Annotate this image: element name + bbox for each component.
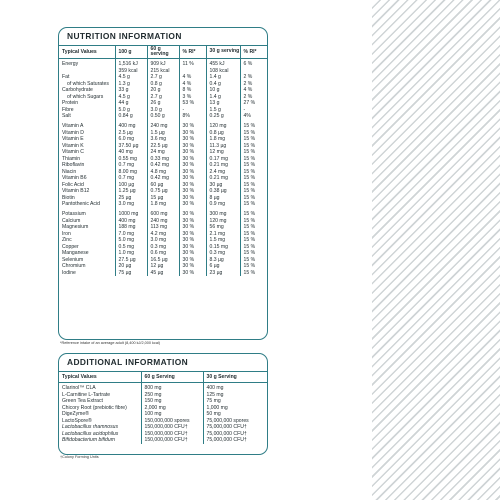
- nutrient-value: 11.3 µg: [206, 143, 240, 150]
- nutrient-value: 6 µg: [206, 263, 240, 270]
- nutrient-value: 15 %: [240, 237, 267, 244]
- nutrient-value: 8.3 µg: [206, 257, 240, 264]
- nutrient-value: 30 %: [179, 218, 206, 225]
- nutrient-value: 75,000,000 CFU†: [203, 437, 267, 444]
- nutrient-value: 0.50 g: [147, 113, 179, 120]
- nutrient-value: 30 %: [179, 211, 206, 218]
- nutrient-value: 30 %: [179, 263, 206, 270]
- nutrient-value: 12 mg: [206, 149, 240, 156]
- nutrient-value: 30 %: [179, 250, 206, 257]
- nutrient-name: Salt: [62, 113, 71, 119]
- nutrient-value: 24 mg: [147, 149, 179, 156]
- nutrient-name: of which Saturates: [67, 80, 109, 87]
- nutrient-value: 75 mg: [203, 398, 267, 405]
- nutrient-name: Green Tea Extract: [62, 398, 103, 404]
- additional-header-row: [59, 372, 267, 383]
- nutrient-value: 30 %: [179, 136, 206, 143]
- nutrient-value: 0.75 µg: [147, 188, 179, 195]
- nutrient-value: 16.5 µg: [147, 257, 179, 264]
- nutrient-value: 30 µg: [206, 182, 240, 189]
- nutrient-value: 1.4 g: [206, 74, 240, 81]
- nutrient-value: 1.4 g: [206, 94, 240, 101]
- nutrient-value: 15 %: [240, 231, 267, 238]
- nutrient-value: 6 %: [240, 61, 267, 74]
- nutrient-value: -: [179, 107, 206, 114]
- nutrient-value: 30 %: [179, 270, 206, 277]
- nutrient-value: 15 %: [240, 169, 267, 176]
- nutrient-value: 15 %: [240, 244, 267, 251]
- nutrient-name: LactoSpore®: [62, 417, 92, 424]
- nutrient-value: 3.0 mg: [115, 201, 147, 208]
- nutrient-value: 30 %: [179, 143, 206, 150]
- nutrient-value: 50 mg: [203, 411, 267, 418]
- nutrient-value: 0.3 mg: [206, 250, 240, 257]
- nutrition-table: [59, 46, 267, 276]
- header-ri-60g: % RI*: [179, 46, 206, 59]
- additional-information-panel: [58, 353, 268, 455]
- nutrient-value: 30 %: [179, 123, 206, 130]
- header-60g: 60 g serving: [147, 46, 179, 59]
- nutrient-value: 1.8 mg: [206, 136, 240, 143]
- nutrient-value: 15 %: [240, 143, 267, 150]
- additional-title: ADDITIONAL INFORMATION: [59, 354, 267, 372]
- nutrient-name: Potassium: [62, 211, 86, 217]
- nutrient-name: Riboflavin: [62, 162, 85, 168]
- nutrient-value: 0.5 mg: [115, 244, 147, 251]
- nutrient-name: Fibre: [62, 106, 74, 113]
- nutrient-name: Protein: [62, 100, 79, 106]
- nutrient-value: 2 %: [240, 74, 267, 81]
- nutrient-value: 20 g: [147, 87, 179, 94]
- nutrient-value: 30 %: [179, 156, 206, 163]
- nutrient-value: 1.8 mg: [147, 201, 179, 208]
- nutrient-value: 0.38 µg: [206, 188, 240, 195]
- nutrient-value: 30 %: [179, 149, 206, 156]
- nutrient-value: 15 %: [240, 175, 267, 182]
- nutrient-name: Pantothenic Acid: [62, 201, 100, 207]
- nutrient-name: Vitamin C: [62, 149, 84, 155]
- nutrient-value: 0.42 mg: [147, 175, 179, 182]
- nutrient-value: 0.42 mg: [147, 162, 179, 169]
- nutrient-value: 56 mg: [206, 224, 240, 231]
- nutrition-title: NUTRITION INFORMATION: [59, 28, 267, 46]
- nutrient-value: 30 %: [179, 224, 206, 231]
- nutrient-value: 0.55 mg: [115, 156, 147, 163]
- nutrition-footnote: *Reference intake of an average adult (8,400 kJ/2,000 kcal): [60, 341, 161, 345]
- nutrient-name: Clarinol™ CLA: [62, 385, 96, 391]
- nutrient-value: 30 %: [179, 130, 206, 137]
- nutrition-header-row: [59, 46, 267, 59]
- nutrient-value: 3.0 mg: [147, 237, 179, 244]
- nutrient-name: Energy: [62, 61, 79, 67]
- header-30g-serving: 30 g Serving: [203, 372, 267, 383]
- nutrition-information-panel: [58, 27, 268, 340]
- nutrient-value: 188 mg: [115, 224, 147, 231]
- nutrient-name: Manganese: [62, 250, 89, 256]
- nutrient-value: 100 mg: [141, 411, 203, 418]
- nutrient-value: 113 mg: [147, 224, 179, 231]
- nutrient-value: 300 mg: [206, 211, 240, 218]
- nutrient-value: 0.84 g: [115, 113, 147, 120]
- nutrient-value: 4%: [240, 113, 267, 120]
- nutrient-value: -: [240, 107, 267, 114]
- nutrient-value: 1.5 g: [206, 107, 240, 114]
- nutrient-value: 15 %: [240, 270, 267, 277]
- header-ri-30g: % RI*: [240, 46, 267, 59]
- nutrient-name: Copper: [62, 243, 79, 250]
- nutrient-value: 1000 mg: [115, 211, 147, 218]
- nutrient-value: 30 %: [179, 237, 206, 244]
- nutrient-value: 33 g: [115, 87, 147, 94]
- nutrient-value: 15 %: [240, 263, 267, 270]
- header-30g: 30 g serving: [206, 46, 240, 59]
- nutrient-value: 15 µg: [147, 195, 179, 202]
- nutrient-value: 15 %: [240, 257, 267, 264]
- nutrient-name: Iodine: [62, 269, 76, 276]
- nutrient-value: 120 mg: [206, 218, 240, 225]
- table-row: [59, 61, 267, 74]
- nutrient-name: Vitamin B12: [62, 188, 90, 194]
- nutrient-name: Vitamin B6: [62, 175, 87, 181]
- nutrient-value: 30 %: [179, 182, 206, 189]
- nutrient-name: Chicory Root (prebiotic fibre): [62, 404, 127, 411]
- nutrient-value: 12 µg: [147, 263, 179, 270]
- nutrient-name: Vitamin E: [62, 136, 84, 142]
- nutrient-value: 250 mg: [141, 392, 203, 399]
- nutrient-value: 27.5 µg: [115, 257, 147, 264]
- nutrient-value: 4.5 g: [115, 94, 147, 101]
- nutrient-value: 1.5 µg: [147, 130, 179, 137]
- nutrient-value: 3.0 g: [147, 107, 179, 114]
- nutrient-name: Magnesium: [62, 224, 89, 230]
- nutrient-name: Vitamin D: [62, 129, 84, 136]
- nutrient-value: 2.1 mg: [206, 231, 240, 238]
- header-typical-values: Typical Values: [59, 372, 141, 383]
- nutrient-value: 2 %: [240, 94, 267, 101]
- nutrient-name: Iron: [62, 230, 71, 237]
- nutrient-value: 30 %: [179, 175, 206, 182]
- nutrient-name: Zinc: [62, 237, 72, 243]
- nutrient-value: 15 %: [240, 130, 267, 137]
- nutrient-value: 455 kJ 108 kcal: [206, 61, 240, 74]
- nutrient-value: 4.5 g: [115, 74, 147, 81]
- nutrient-value: 5.0 g: [115, 107, 147, 114]
- header-100g: 100 g: [115, 46, 147, 59]
- nutrient-value: 44 g: [115, 100, 147, 107]
- nutrient-value: 53 %: [179, 100, 206, 107]
- nutrient-value: 0.17 mg: [206, 156, 240, 163]
- nutrient-value: 8.00 mg: [115, 169, 147, 176]
- nutrient-value: 15 %: [240, 201, 267, 208]
- nutrient-value: 4 %: [179, 74, 206, 81]
- additional-table: [59, 372, 267, 444]
- nutrient-value: 4.8 mg: [147, 169, 179, 176]
- nutrient-value: 40 mg: [115, 149, 147, 156]
- nutrient-value: 8 µg: [206, 195, 240, 202]
- nutrient-value: 909 kJ 215 kcal: [147, 61, 179, 74]
- nutrient-value: 23 µg: [206, 270, 240, 277]
- nutrient-value: 22.5 µg: [147, 143, 179, 150]
- nutrient-value: 150,000,000 spores: [141, 418, 203, 425]
- nutrient-value: 120 mg: [206, 123, 240, 130]
- nutrient-name: Selenium: [62, 256, 84, 263]
- header-typical-values: Typical Values: [59, 46, 115, 59]
- nutrient-value: 0.6 mg: [147, 250, 179, 257]
- nutrient-value: 30 %: [179, 257, 206, 264]
- nutrient-value: 125 mg: [203, 392, 267, 399]
- nutrient-value: 30 %: [179, 169, 206, 176]
- nutrient-name: Folic Acid: [62, 181, 84, 188]
- nutrient-name: Bifidobacterium bifidum: [62, 437, 115, 443]
- nutrient-value: 30 %: [179, 201, 206, 208]
- nutrient-value: 30 %: [179, 244, 206, 251]
- nutrient-value: 25 µg: [115, 195, 147, 202]
- nutrient-value: 0.33 mg: [147, 156, 179, 163]
- nutrient-name: Lactobacillus acidophilus: [62, 430, 119, 437]
- nutrient-value: 1.5 mg: [206, 237, 240, 244]
- nutrient-value: 1.25 µg: [115, 188, 147, 195]
- nutrient-value: 5.0 mg: [115, 237, 147, 244]
- nutrient-name: Fat: [62, 74, 70, 80]
- table-row: [59, 437, 267, 444]
- nutrient-value: 4.2 mg: [147, 231, 179, 238]
- nutrient-value: 75,000,000 spores: [203, 418, 267, 425]
- nutrient-value: 150,000,000 CFU†: [141, 431, 203, 438]
- nutrient-value: 240 mg: [147, 123, 179, 130]
- nutrient-value: 15 %: [240, 182, 267, 189]
- table-row: [59, 270, 267, 277]
- nutrient-value: 0.21 mg: [206, 162, 240, 169]
- nutrient-value: 400 mg: [203, 383, 267, 392]
- nutrient-value: 1.3 g: [115, 81, 147, 88]
- nutrient-value: 1.0 mg: [115, 250, 147, 257]
- nutrient-value: 0.7 mg: [115, 162, 147, 169]
- nutrient-name: Chromium: [62, 263, 86, 269]
- additional-footnote: †Colony Forming Units: [60, 455, 99, 459]
- nutrient-value: 2.7 g: [147, 94, 179, 101]
- nutrient-value: 30 %: [179, 195, 206, 202]
- nutrient-value: 0.8 g: [147, 81, 179, 88]
- nutrient-value: 150 mg: [141, 398, 203, 405]
- nutrient-value: 3 %: [179, 94, 206, 101]
- nutrient-name: DigeZyme®: [62, 411, 89, 417]
- nutrient-value: 15 %: [240, 156, 267, 163]
- nutrient-value: 1,000 mg: [203, 405, 267, 412]
- nutrient-value: 0.9 mg: [206, 201, 240, 208]
- nutrient-value: 60 µg: [147, 182, 179, 189]
- nutrient-name: Lactobacillus rhamnosus: [62, 424, 119, 430]
- nutrient-name: Vitamin A: [62, 123, 84, 129]
- header-60g-serving: 60 g Serving: [141, 372, 203, 383]
- nutrient-value: 10 g: [206, 87, 240, 94]
- nutrient-value: 11 %: [179, 61, 206, 74]
- nutrient-value: 15 %: [240, 162, 267, 169]
- nutrient-value: 15 %: [240, 136, 267, 143]
- nutrient-value: 75,000,000 CFU†: [203, 431, 267, 438]
- nutrient-value: 15 %: [240, 211, 267, 218]
- table-row: [59, 383, 267, 392]
- nutrient-value: 0.15 mg: [206, 244, 240, 251]
- nutrient-value: 30 %: [179, 162, 206, 169]
- nutrient-value: 1,516 kJ 359 kcal: [115, 61, 147, 74]
- nutrient-value: 45 µg: [147, 270, 179, 277]
- nutrient-value: 4 %: [179, 81, 206, 88]
- nutrient-value: 13 g: [206, 100, 240, 107]
- nutrient-value: 15 %: [240, 195, 267, 202]
- nutrient-value: 15 %: [240, 188, 267, 195]
- nutrient-value: 0.3 mg: [147, 244, 179, 251]
- nutrient-value: 150,000,000 CFU†: [141, 437, 203, 444]
- nutrient-value: 2.4 mg: [206, 169, 240, 176]
- nutrient-name: Carbohydrate: [62, 87, 93, 93]
- nutrient-value: 15 %: [240, 224, 267, 231]
- nutrient-name: Niacin: [62, 168, 77, 175]
- nutrient-name: Calcium: [62, 217, 81, 224]
- nutrient-value: 15 %: [240, 149, 267, 156]
- nutrient-name: Vitamin K: [62, 142, 84, 149]
- nutrient-value: 400 mg: [115, 123, 147, 130]
- nutrient-value: 0.25 g: [206, 113, 240, 120]
- nutrient-value: 27 %: [240, 100, 267, 107]
- nutrient-value: 2.5 µg: [115, 130, 147, 137]
- nutrient-value: 800 mg: [141, 383, 203, 392]
- nutrient-value: 150,000,000 CFU†: [141, 424, 203, 431]
- nutrient-value: 75 µg: [115, 270, 147, 277]
- nutrient-value: 15 %: [240, 218, 267, 225]
- nutrient-value: 75,000,000 CFU†: [203, 424, 267, 431]
- nutrient-value: 15 %: [240, 123, 267, 130]
- nutrient-value: 8 %: [179, 87, 206, 94]
- nutrient-value: 6.0 mg: [115, 136, 147, 143]
- nutrient-value: 240 mg: [147, 218, 179, 225]
- nutrient-value: 100 µg: [115, 182, 147, 189]
- nutrient-value: 37.50 µg: [115, 143, 147, 150]
- table-row: [59, 424, 267, 431]
- nutrient-value: 30 %: [179, 188, 206, 195]
- nutrient-value: 0.4 g: [206, 81, 240, 88]
- nutrient-value: 8%: [179, 113, 206, 120]
- nutrient-value: 0.7 mg: [115, 175, 147, 182]
- nutrient-value: 20 µg: [115, 263, 147, 270]
- nutrient-name: Thiamin: [62, 155, 81, 162]
- nutrient-value: 26 g: [147, 100, 179, 107]
- nutrient-value: 3.6 mg: [147, 136, 179, 143]
- decorative-stripes: [372, 0, 500, 500]
- nutrient-value: 600 mg: [147, 211, 179, 218]
- nutrient-value: 7.0 mg: [115, 231, 147, 238]
- nutrient-value: 400 mg: [115, 218, 147, 225]
- nutrient-value: 2 %: [240, 81, 267, 88]
- nutrient-value: 0.8 µg: [206, 130, 240, 137]
- nutrient-value: 0.21 mg: [206, 175, 240, 182]
- nutrient-name: L-Carnitine L-Tartrate: [62, 391, 111, 398]
- nutrient-value: 30 %: [179, 231, 206, 238]
- nutrient-name: Biotin: [62, 194, 75, 201]
- nutrient-value: 4 %: [240, 87, 267, 94]
- nutrient-name: of which Sugars: [67, 93, 104, 100]
- nutrient-value: 15 %: [240, 250, 267, 257]
- nutrient-value: 2.7 g: [147, 74, 179, 81]
- nutrient-value: 2,000 mg: [141, 405, 203, 412]
